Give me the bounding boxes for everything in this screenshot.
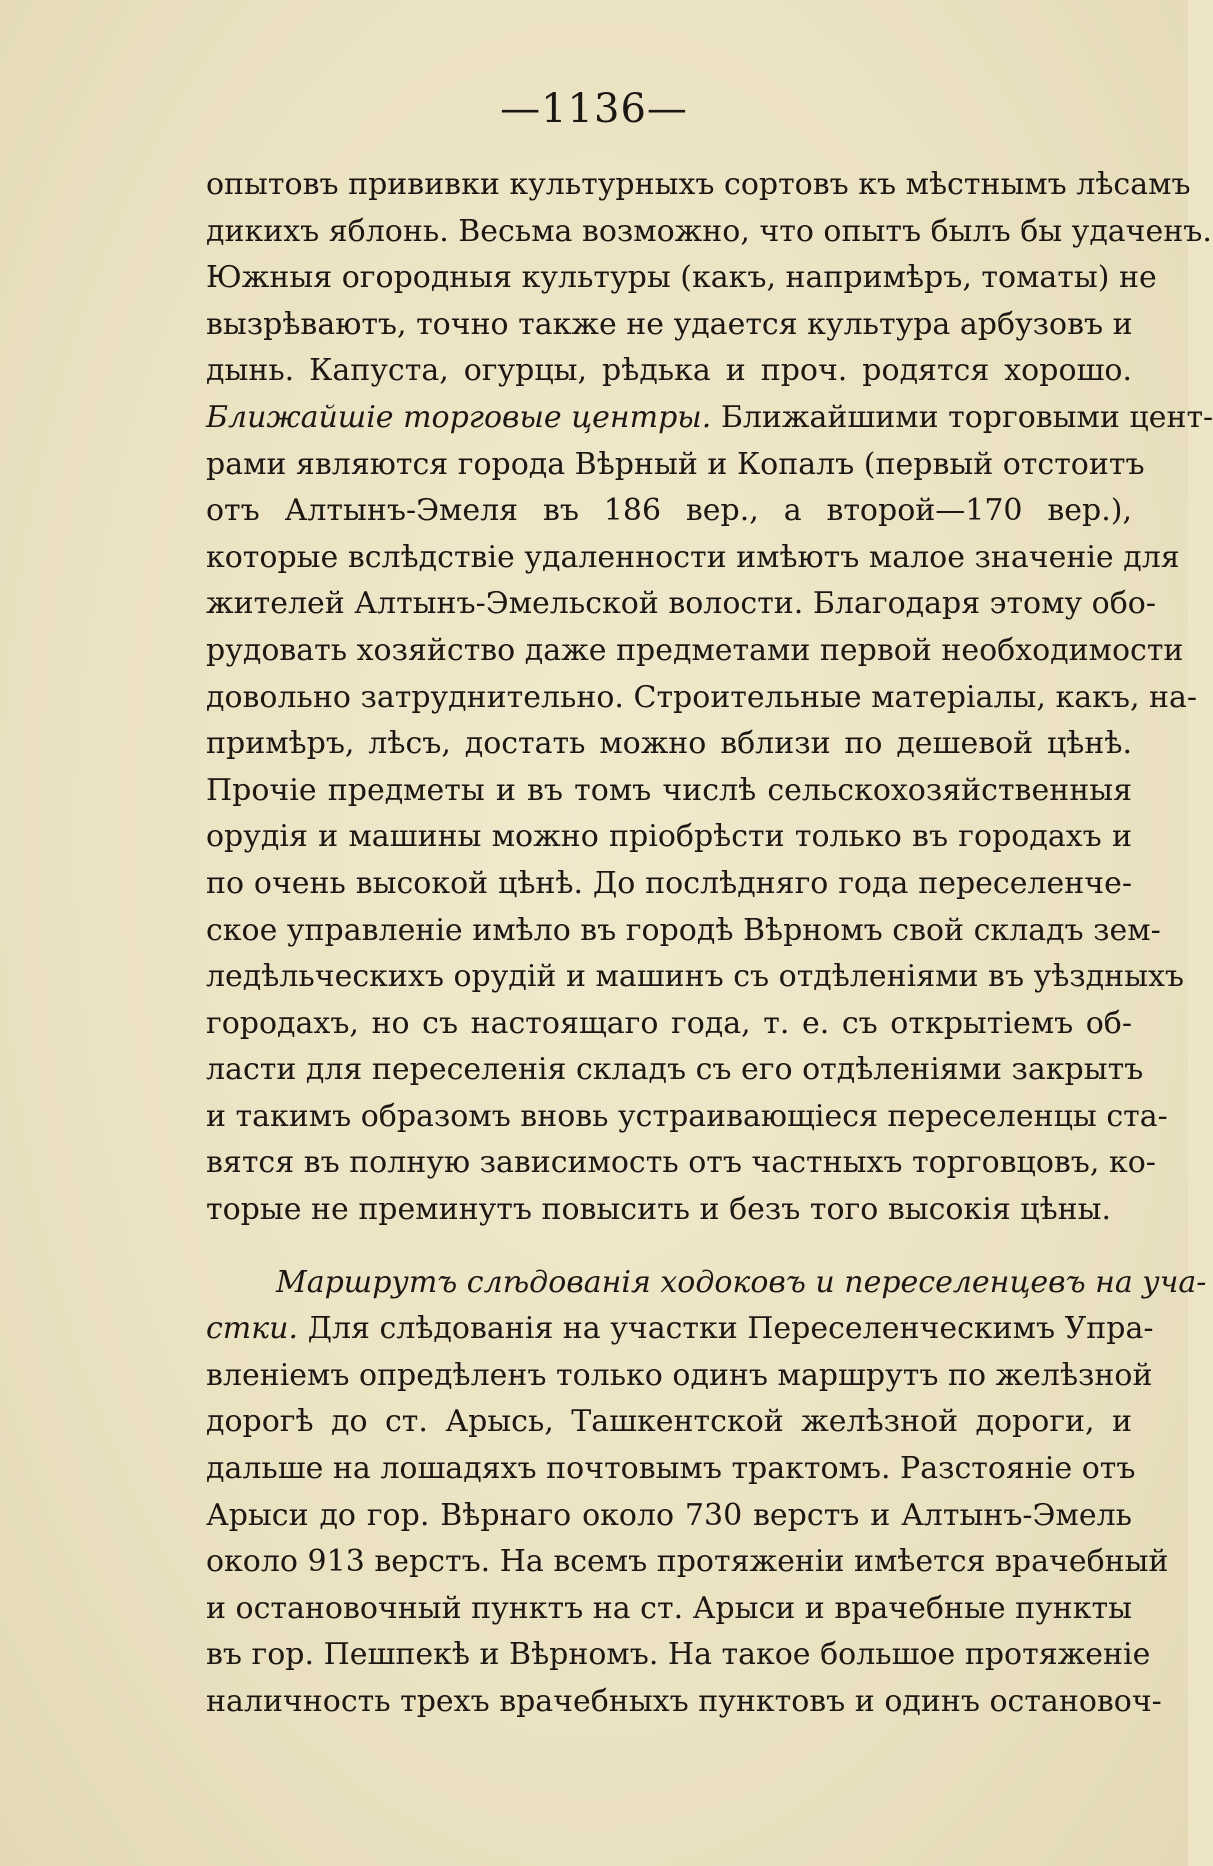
- line-text: жителей Алтынъ-Эмельской волости. Благодаря этому обо-: [206, 586, 1156, 622]
- text-line: [206, 255, 1157, 302]
- line-text: ласти для переселенія складъ съ его отдѣленіями закрытъ: [206, 1052, 1144, 1088]
- text-line: [206, 908, 1161, 955]
- text-line: [206, 768, 1132, 815]
- text-line: [206, 581, 1156, 628]
- line-text: дальше на лошадяхъ почтовымъ трактомъ. Разстояніе отъ: [206, 1451, 1136, 1487]
- text-line: [206, 395, 1213, 442]
- line-text: въ гор. Пешпекѣ и Вѣрномъ. На такое большое протяженіе: [206, 1637, 1151, 1673]
- line-text: которые вслѣдствіе удаленности имѣютъ малое значеніе для: [206, 539, 1180, 575]
- text-line: [206, 348, 1132, 395]
- line-text: отъ Алтынъ-Эмеля въ 186 вер., а второй—170 вер.),: [206, 493, 1132, 529]
- line-text: дорогѣ до ст. Арысь, Ташкентской желѣзной дороги, и: [206, 1404, 1132, 1440]
- text-line: [206, 442, 1145, 489]
- line-text: Прочіе предметы и въ томъ числѣ сельскохозяйственныя: [206, 772, 1132, 808]
- line-text: торые не преминутъ повысить и безъ того высокія цѣны.: [206, 1192, 1112, 1228]
- text-line: [206, 1446, 1136, 1493]
- line-text: рудовать хозяйство даже предметами первой необходимости: [206, 632, 1184, 668]
- text-line: [206, 675, 1198, 722]
- body-text: [206, 162, 1213, 1726]
- text-line: [206, 861, 1132, 908]
- italic-heading-text: Маршрутъ слѣдованія ходоковъ и переселенцевъ на уча-: [276, 1264, 1207, 1300]
- line-text: по очень высокой цѣнѣ. До послѣдняго года переселенче-: [206, 865, 1132, 901]
- line-text: довольно затруднительно. Строительные матеріалы, какъ, на-: [206, 679, 1198, 715]
- line-text: орудія и машины можно пріобрѣсти только въ городахъ и: [206, 819, 1132, 855]
- line-text: рами являются города Вѣрный и Копалъ (первый отстоитъ: [206, 446, 1145, 482]
- text-line: [206, 535, 1180, 582]
- line-text: около 913 верстъ. На всемъ протяженіи имѣется врачебный: [206, 1544, 1169, 1580]
- line-text: опытовъ прививки культурныхъ сортовъ къ мѣстнымъ лѣсамъ: [206, 167, 1191, 202]
- text-line: [206, 1493, 1132, 1540]
- text-line: [206, 814, 1132, 861]
- text-line: [206, 1187, 1132, 1234]
- text-line: [206, 1679, 1162, 1726]
- line-text: вызрѣваютъ, точно также не удается культура арбузовъ и: [206, 306, 1133, 342]
- text-line: [206, 954, 1185, 1001]
- line-text: дынь. Капуста, огурцы, рѣдька и проч. родятся хорошо.: [206, 353, 1132, 389]
- italic-heading-text: Ближайшіе торговые центры.: [206, 399, 712, 435]
- text-line: [206, 488, 1132, 535]
- text-line: [206, 1001, 1132, 1048]
- text-line: [206, 1539, 1169, 1586]
- text-line: [206, 1094, 1168, 1141]
- text-line: [206, 628, 1184, 675]
- line-text: Для слѣдованія на участки Переселенческимъ Упра-: [298, 1311, 1154, 1347]
- line-text: вятся въ полную зависимость отъ частныхъ торговцовъ, ко-: [206, 1145, 1156, 1181]
- line-text: Ближайшими торговыми цент-: [711, 399, 1213, 435]
- text-line: [206, 721, 1132, 768]
- italic-heading-text: стки.: [206, 1311, 299, 1347]
- text-line: [206, 1399, 1132, 1446]
- text-line: [206, 1632, 1151, 1679]
- line-text: дикихъ яблонь. Весьма возможно, что опытъ былъ бы удаченъ.: [206, 213, 1212, 249]
- text-line: [206, 209, 1212, 256]
- text-line: [206, 302, 1132, 349]
- text-line: [206, 1353, 1153, 1400]
- text-line: [206, 1140, 1156, 1187]
- line-text: и такимъ образомъ вновь устраивающіеся переселенцы ста-: [206, 1098, 1168, 1134]
- text-line: [206, 1260, 1207, 1307]
- line-text: Южныя огородныя культуры (какъ, напримѣръ, томаты) не: [206, 260, 1157, 296]
- line-text: ледѣльческихъ орудій и машинъ съ отдѣленіями въ уѣздныхъ: [206, 959, 1185, 995]
- text-line: [206, 162, 1191, 209]
- line-text: и остановочный пунктъ на ст. Арыси и врачебные пункты: [206, 1590, 1132, 1626]
- text-line: [206, 1047, 1144, 1094]
- line-text: вленіемъ опредѣленъ только одинъ маршрутъ по желѣзной: [206, 1357, 1153, 1393]
- line-text: городахъ, но съ настоящаго года, т. е. съ открытіемъ об-: [206, 1005, 1132, 1041]
- line-text: Арыси до гор. Вѣрнаго около 730 верстъ и Алтынъ-Эмель: [206, 1497, 1132, 1533]
- text-line: [206, 1586, 1132, 1633]
- line-text: примѣръ, лѣсъ, достать можно вблизи по дешевой цѣнѣ.: [206, 726, 1132, 762]
- line-text: ское управленіе имѣло въ городѣ Вѣрномъ свой складъ зем-: [206, 912, 1161, 948]
- page-number: —1136—: [500, 86, 688, 132]
- line-text: наличность трехъ врачебныхъ пунктовъ и одинъ остановоч-: [206, 1684, 1162, 1719]
- text-line: [206, 1306, 1154, 1353]
